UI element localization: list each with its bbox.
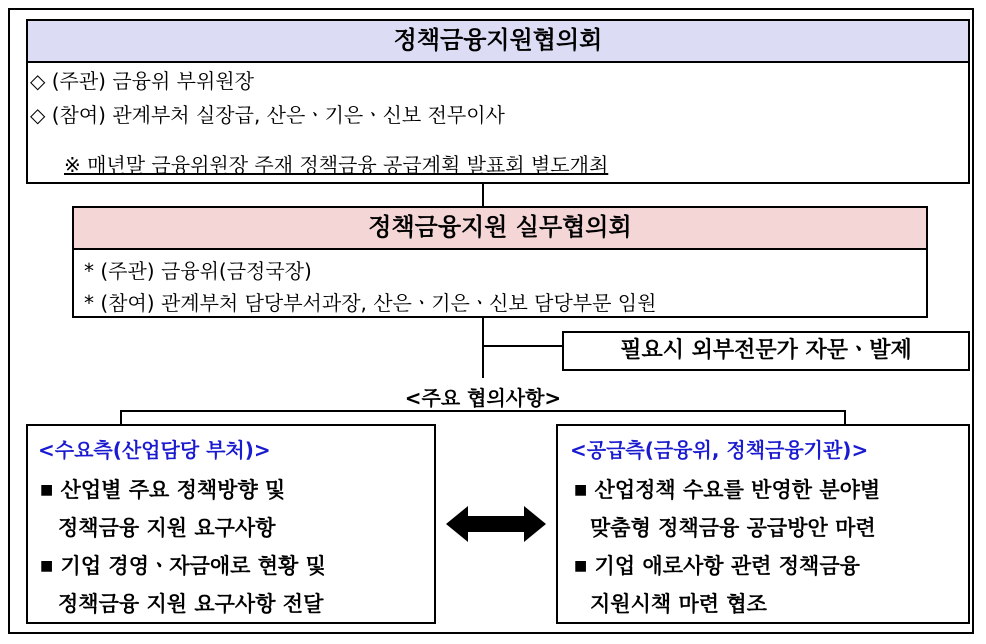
- double-arrow-icon: [446, 504, 546, 544]
- demand-item-1-line-2: 정책금융 지원 요구사항: [58, 516, 276, 540]
- connector-line: [120, 410, 122, 424]
- connector-line: [482, 318, 484, 378]
- council-note: ※ 매년말 금융위원장 주재 정책금융 공급계획 발표회 별도개최: [64, 153, 609, 177]
- bullet-icon: ■: [574, 558, 588, 574]
- experts-label: 필요시 외부전문가 자문ㆍ발제: [620, 338, 912, 363]
- connector-line: [120, 410, 846, 412]
- demand-item-1: [40, 474, 285, 504]
- council-title: 정책금융지원협의회: [393, 26, 603, 54]
- experts-box: [562, 331, 970, 371]
- supply-item-1-line-1: 산업정책 수요를 반영한 분야별: [594, 478, 881, 502]
- double-arrow-shape: [446, 506, 546, 542]
- working-council-header: [74, 208, 926, 250]
- demand-item-2: [40, 550, 326, 580]
- supply-item-2: [574, 550, 860, 580]
- bullet-icon: ■: [40, 558, 54, 574]
- agenda-label: <주요 협의사항>: [404, 386, 562, 410]
- demand-item-2-line-1: 기업 경영ㆍ자금애로 현황 및: [60, 554, 326, 578]
- bullet-icon: ■: [574, 482, 588, 498]
- council-header: [28, 21, 968, 63]
- demand-item-2-line-2: 정책금융 지원 요구사항 전달: [58, 592, 324, 616]
- bullet-icon: ■: [40, 482, 54, 498]
- council-box: [26, 19, 970, 184]
- supply-item-1-line-2: 맞춤형 정책금융 공급방안 마련: [590, 516, 876, 540]
- supply-item-1: [574, 474, 880, 504]
- council-line-participants: ◇ (참여) 관계부처 실장급, 산은ㆍ기은ㆍ신보 전무이사: [30, 103, 505, 127]
- working-council-title: 정책금융지원 실무협의회: [368, 213, 632, 241]
- working-council-box: [72, 206, 928, 318]
- working-council-line-host: * (주관) 금융위(금정국장): [84, 259, 312, 283]
- demand-item-1-line-1: 산업별 주요 정책방향 및: [60, 478, 286, 502]
- working-council-line-participants: * (참여) 관계부처 담당부서과장, 산은ㆍ기은ㆍ신보 담당부문 임원: [84, 291, 657, 315]
- supply-item-2-line-2: 지원시책 마련 협조: [590, 592, 767, 616]
- demand-box: [26, 424, 436, 624]
- council-line-host: ◇ (주관) 금융위 부위원장: [30, 69, 254, 93]
- connector-line: [482, 345, 562, 347]
- connector-line: [844, 410, 846, 424]
- supply-box: [556, 424, 970, 624]
- connector-line: [482, 184, 484, 206]
- demand-title: <수요측(산업담당 부처)>: [38, 438, 271, 462]
- supply-item-2-line-1: 기업 애로사항 관련 정책금융: [594, 554, 860, 578]
- supply-title: <공급측(금융위, 정책금융기관)>: [570, 438, 869, 462]
